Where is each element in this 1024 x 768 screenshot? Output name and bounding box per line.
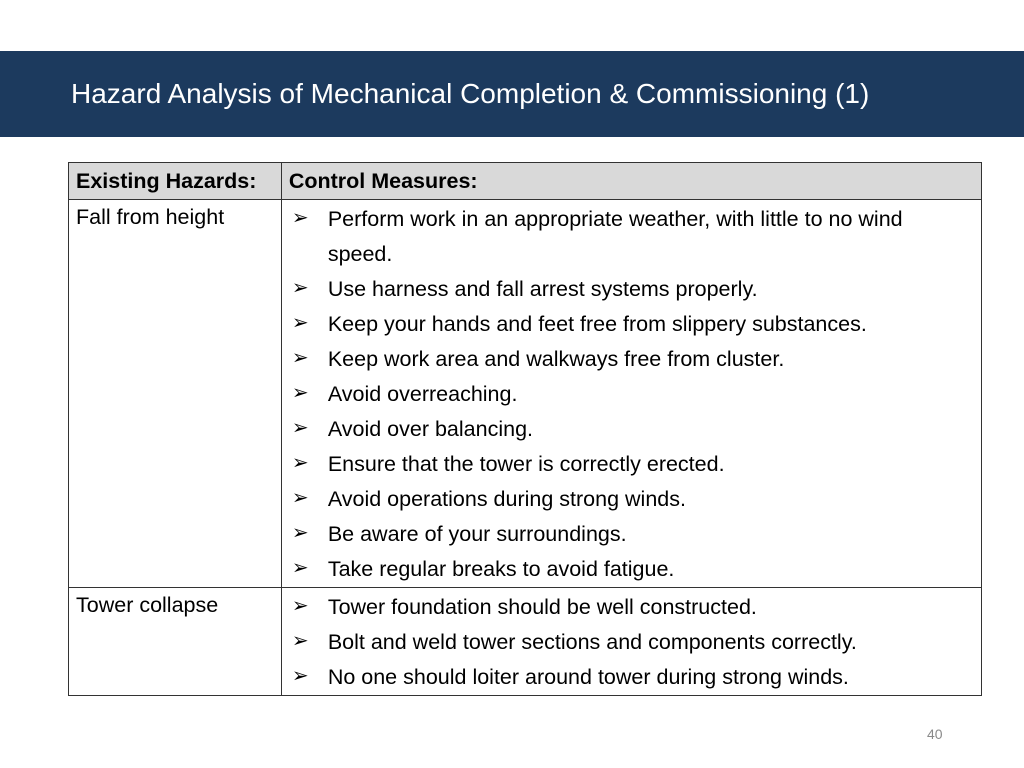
control-measures-list [292,202,973,587]
arrowhead-bullet-icon: ➢ [291,312,309,334]
arrowhead-bullet-icon: ➢ [291,665,309,687]
hazard-table [68,162,982,696]
control-measure-text: Use harness and fall arrest systems properly. [327,277,758,301]
control-measure-text: Ensure that the tower is correctly erected. [327,452,725,476]
control-measures-cell [281,588,981,696]
table-header-row [69,163,982,200]
list-item [292,377,973,412]
table-row [69,588,982,696]
control-measure-text: Be aware of your surroundings. [327,522,627,546]
list-item [292,660,973,695]
hazard-name-cell: Tower collapse [69,588,282,696]
control-measure-text: Avoid overreaching. [327,382,518,406]
control-measure-text: Keep your hands and feet free from slippery substances. [327,312,867,336]
arrowhead-bullet-icon: ➢ [291,347,309,369]
arrowhead-bullet-icon: ➢ [291,207,309,229]
list-item [292,272,973,307]
control-measure-text: Take regular breaks to avoid fatigue. [327,557,675,581]
list-item [292,342,973,377]
arrowhead-bullet-icon: ➢ [291,277,309,299]
arrowhead-bullet-icon: ➢ [291,557,309,579]
control-measure-text: Perform work in an appropriate weather, with little to no wind speed. [327,207,903,266]
slide-title: Hazard Analysis of Mechanical Completion & Commissioning (1) [71,78,870,109]
header-existing-hazards: Existing Hazards: [69,163,282,200]
arrowhead-bullet-icon: ➢ [291,417,309,439]
list-item [292,412,973,447]
hazard-name-cell: Fall from height [69,200,282,588]
control-measure-text: No one should loiter around tower during strong winds. [327,665,849,689]
list-item [292,447,973,482]
control-measures-list [292,590,973,695]
control-measures-cell [281,200,981,588]
arrowhead-bullet-icon: ➢ [291,630,309,652]
list-item [292,552,973,587]
arrowhead-bullet-icon: ➢ [291,382,309,404]
list-item [292,307,973,342]
hazard-rows [69,200,982,696]
list-item [292,517,973,552]
control-measure-text: Bolt and weld tower sections and components correctly. [327,630,857,654]
page-number: 40 [927,726,943,742]
list-item [292,590,973,625]
arrowhead-bullet-icon: ➢ [291,452,309,474]
control-measure-text: Avoid over balancing. [327,417,533,441]
header-control-measures: Control Measures: [281,163,981,200]
arrowhead-bullet-icon: ➢ [291,595,309,617]
list-item [292,625,973,660]
arrowhead-bullet-icon: ➢ [291,522,309,544]
list-item [292,482,973,517]
list-item [292,202,973,272]
title-bar [0,51,1024,137]
arrowhead-bullet-icon: ➢ [291,487,309,509]
table-row [69,200,982,588]
control-measure-text: Avoid operations during strong winds. [327,487,686,511]
control-measure-text: Keep work area and walkways free from cluster. [327,347,785,371]
control-measure-text: Tower foundation should be well constructed. [327,595,757,619]
